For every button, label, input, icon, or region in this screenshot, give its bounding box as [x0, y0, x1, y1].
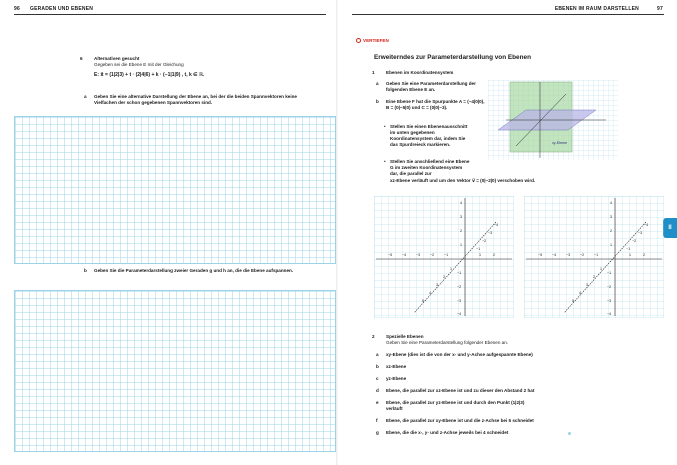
cs2-tick-xneg-4: −1: [594, 253, 599, 257]
task2-intro: Geben Sie eine Parameterdarstellung folgender Ebenen an.: [386, 340, 509, 345]
task2-item-label: c: [376, 376, 379, 381]
task2-item-label: e: [376, 400, 379, 405]
coordinate-system-2[interactable]: [524, 196, 664, 318]
cs2-tick-diag-6: −2: [632, 239, 637, 243]
cs1-tick-yneg-0: −1: [457, 271, 462, 275]
vertiefen-label: VERTIEFEN: [363, 38, 389, 43]
page-number-left: 96: [14, 6, 20, 12]
cs1-tick-xneg-4: −1: [444, 253, 449, 257]
task2-item-text: Ebene, die parallel zur yz-Ebene ist und durch den Punkt (1|2|3): [386, 400, 525, 405]
cs2-tick-yneg-1: −2: [607, 285, 612, 289]
section-title-right: EBENEN IM RAUM DARSTELLEN: [554, 6, 639, 12]
answer-grid-a[interactable]: [14, 116, 336, 264]
task2-item-text: Ebene, die parallel zur xz-Ebene ist und zu dieser den Abstand 2 hat: [386, 388, 535, 393]
task1-a-label: a: [376, 81, 379, 86]
answer-grid-b[interactable]: [14, 290, 336, 452]
task2-item-label: f: [376, 418, 378, 423]
cs1-tick-xneg-1: −4: [402, 253, 407, 257]
cs1-tick-ypos-0: 1: [460, 243, 462, 247]
task2-title: Spezielle Ebenen: [386, 334, 424, 339]
cs2-tick-ypos-0: 1: [610, 243, 612, 247]
task2-item-text-cont: verläuft: [386, 406, 403, 411]
task1-number: 1: [372, 70, 375, 75]
vertiefen-icon: [356, 38, 361, 43]
cs2-tick-xneg-3: −2: [580, 253, 585, 257]
task2-item-text: xz-Ebene: [386, 364, 407, 369]
task1-b-text: Eine Ebene F hat die Spurpunkte A = (−4|0|0), B = (0|−5|0) und C = (0|0|−3).: [386, 99, 485, 110]
task2-item-text: Ebene, die die x-, y- und z-Achse jeweils bei 4 schneidet: [386, 430, 509, 435]
task2-item-text: Ebene, die parallel zur xy-Ebene ist und die z-Achse bei 5 schneidet: [386, 418, 534, 423]
header-rule-right: [352, 14, 664, 15]
part-b-label: b: [84, 268, 87, 273]
cs1-tick-ypos-3: 4: [460, 201, 462, 205]
cs2-tick-diag-3: 4: [579, 291, 581, 295]
cs2-tick-xneg-0: −5: [538, 253, 543, 257]
task1-a-text: Geben Sie eine Parameterdarstellung der folgenden Ebene E an.: [386, 81, 476, 92]
page-heading: Erweiterndes zur Parameterdarstellung von Ebenen: [374, 54, 531, 61]
cs2-tick-diag-7: −3: [638, 231, 643, 235]
cs1-tick-diag-1: 2: [443, 275, 445, 279]
cs2-tick-ypos-1: 2: [610, 229, 612, 233]
plane-figure: [488, 80, 618, 160]
cs1-tick-yneg-1: −2: [457, 285, 462, 289]
cs1-tick-xneg-0: −5: [388, 253, 393, 257]
section-title-left: GERADEN UND EBENEN: [30, 6, 94, 12]
cs2-tick-xpos-1: 2: [643, 253, 645, 257]
cs1-tick-diag-4: 5: [422, 299, 424, 303]
xy-ebene-label: xy-Ebene: [552, 141, 568, 145]
page-number-right: 97: [657, 6, 663, 12]
cs2-tick-diag-5: −1: [626, 247, 631, 251]
cs1-tick-yneg-2: −3: [457, 299, 462, 303]
cs2-tick-ypos-2: 3: [610, 215, 612, 219]
task-intro: Gegeben sei die Ebene E mit der Gleichung: [94, 62, 184, 67]
cs1-tick-xpos-0: 1: [479, 253, 481, 257]
cs1-tick-diag-2: 3: [436, 283, 438, 287]
task2-item-text: yz-Ebene: [386, 376, 407, 381]
cs2-tick-xneg-2: −3: [566, 253, 571, 257]
end-marker-dot: [568, 432, 571, 435]
cs1-tick-ypos-1: 2: [460, 229, 462, 233]
task2-item-label: a: [376, 352, 379, 357]
cs2-tick-yneg-2: −3: [607, 299, 612, 303]
cs2-tick-xpos-0: 1: [629, 253, 631, 257]
cs2-tick-diag-2: 3: [586, 283, 588, 287]
task1-title: Ebenen im Koordinatensystem: [386, 70, 454, 75]
cs2-tick-diag-4: 5: [572, 299, 574, 303]
task2-item-label: g: [376, 430, 379, 435]
cs1-tick-diag-5: −1: [476, 247, 481, 251]
cs1-tick-xneg-2: −3: [416, 253, 421, 257]
cs1-tick-xpos-1: 2: [493, 253, 495, 257]
bullet-2-marker: •: [384, 159, 386, 164]
cs1-tick-diag-7: −3: [488, 231, 493, 235]
bullet-1-text: Stellen Sie einen Ebenenausschnitt im unten gegebenen Koordinatensystem dar, indem Sie das Spurdreieck markieren.: [390, 124, 468, 147]
task2-item-label: d: [376, 388, 379, 393]
task-number: 6: [80, 56, 83, 61]
cs2-tick-yneg-3: −4: [607, 312, 612, 316]
header-rule: [14, 14, 326, 15]
cs1-tick-xneg-3: −2: [430, 253, 435, 257]
cs1-tick-ypos-2: 3: [460, 215, 462, 219]
cs1-tick-diag-8: −4: [494, 223, 499, 227]
bullet-2-text-b: xz-Ebene verläuft und um den Vektor v⃗ = (0|−2|0) verschoben wird.: [390, 178, 536, 183]
right-page: [338, 0, 677, 465]
cs2-tick-xneg-1: −4: [552, 253, 557, 257]
cs1-tick-yneg-3: −4: [457, 312, 462, 316]
cs2-tick-diag-1: 2: [593, 275, 595, 279]
part-a-text: Geben Sie eine alternative Darstellung der Ebene an, bei der die beiden Spannvektoren keine Vielfachen der schon gegebenen Spannvektoren sind.: [94, 94, 297, 105]
coordinate-system-1[interactable]: [374, 196, 514, 318]
chapter-tab[interactable]: II: [663, 218, 677, 238]
plane-equation: E: x⃗ = (1|2|3) + t · (2|4|6) + k · (−1|1|9) , t, k ∈ ℝ.: [94, 72, 205, 78]
cs2-tick-diag-0: 1: [600, 267, 602, 271]
part-a-label: a: [84, 94, 87, 99]
bullet-1-marker: •: [384, 124, 386, 129]
cs1-tick-diag-6: −2: [482, 239, 487, 243]
cs1-tick-diag-0: 1: [450, 267, 452, 271]
cs2-tick-ypos-3: 4: [610, 201, 612, 205]
vertiefen-tag: [356, 38, 389, 43]
task1-b-label: b: [376, 99, 379, 104]
task-title: Alternativen gesucht: [94, 56, 140, 61]
left-page: [0, 0, 338, 465]
task2-number: 2: [372, 334, 375, 339]
cs1-tick-diag-3: 4: [429, 291, 431, 295]
cs2-tick-yneg-0: −1: [607, 271, 612, 275]
task2-item-label: b: [376, 364, 379, 369]
bullet-2-text-a: Stellen Sie anschließend eine Ebene G im zweiten Koordinatensystem dar, die parallel zur: [390, 159, 470, 176]
cs2-tick-diag-8: −4: [644, 223, 649, 227]
task2-item-text: xy-Ebene (dies ist die von der x- und y-Achse aufgespannte Ebene): [386, 352, 533, 357]
part-b-text: Geben Sie die Parameterdarstellung zweier Geraden g und h an, die die Ebene aufspannen.: [94, 268, 294, 273]
